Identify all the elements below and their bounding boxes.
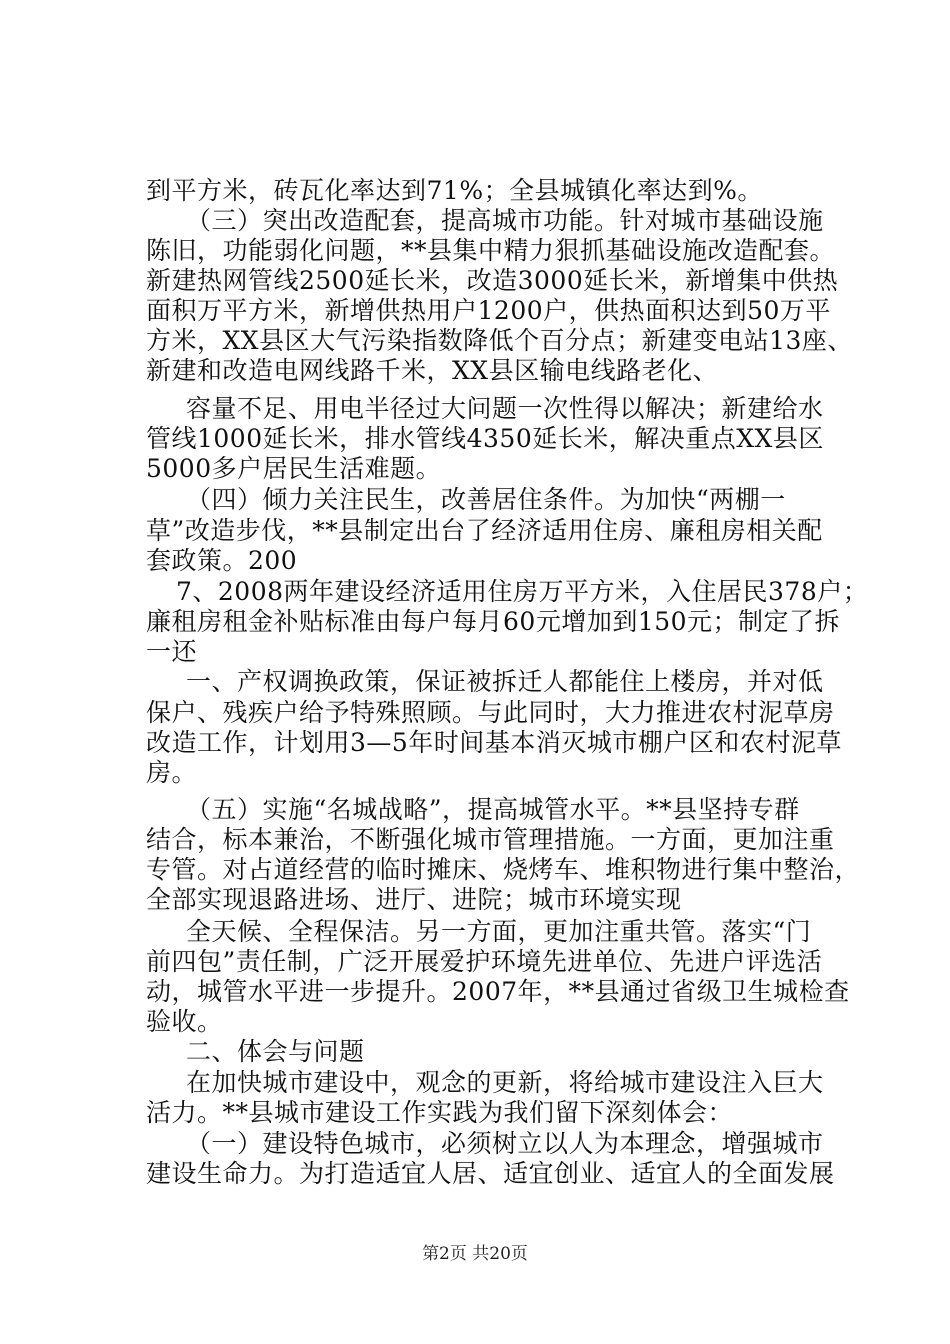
text-line: 方米，XX县区大气污染指数降低个百分点；新建变电站13座、 — [146, 326, 853, 355]
text-line: 全部实现退路进场、进厅、进院；城市环境实现 — [146, 885, 682, 914]
text-line: 在加快城市建设中，观念的更新，将给城市建设注入巨大 — [186, 1068, 824, 1097]
text-line: 新建和改造电网线路千米，XX县区输电线路老化、 — [146, 356, 719, 385]
text-line: 一还 — [146, 637, 198, 666]
text-line: 活力。**县城市建设工作实践为我们留下深刻体会： — [146, 1098, 734, 1127]
text-line: 动，城管水平进一步提升。2007年，**县通过省级卫生城检查 — [146, 977, 850, 1006]
text-line: 改造工作，计划用3—5年时间基本消灭城市棚户区和农村泥草 — [146, 728, 842, 757]
text-line: 草”改造步伐，**县制定出台了经济适用住房、廉租房相关配 — [146, 516, 823, 545]
text-line: 全天候、全程保洁。另一方面，更加注重共管。落实“门 — [186, 917, 812, 946]
text-line: 建设生命力。为打造适宜人居、适宜创业、适宜人的全面发展 — [146, 1159, 835, 1188]
text-line: 一、产权调换政策，保证被拆迁人都能住上楼房，并对低 — [186, 667, 824, 696]
text-line: 专管。对占道经营的临时摊床、烧烤车、堆积物进行集中整治， — [146, 855, 861, 884]
text-line: 保户、残疾户给予特殊照顾。与此同时，大力推进农村泥草房 — [146, 698, 835, 727]
text-line: （五）实施“名城战略”，提高城管水平。**县坚持专群 — [186, 795, 800, 824]
text-line: 验收。 — [146, 1007, 223, 1036]
text-line: 到平方米，砖瓦化率达到71%；全县城镇化率达到%。 — [146, 176, 763, 205]
text-line: 房。 — [146, 758, 198, 787]
text-line: 管线1000延长米，排水管线4350延长米，解决重点XX县区 — [146, 424, 824, 453]
text-line: 结合，标本兼治，不断强化城市管理措施。一方面，更加注重 — [146, 825, 835, 854]
text-line: 容量不足、用电半径过大问题一次性得以解决；新建给水 — [186, 394, 824, 423]
text-line: 廉租房租金补贴标准由每户每月60元增加到150元；制定了拆 — [146, 607, 841, 636]
text-line: 陈旧，功能弱化问题，**县集中精力狠抓基础设施改造配套。 — [146, 236, 836, 265]
text-line: （四）倾力关注民生，改善居住条件。为加快“两棚一 — [186, 485, 786, 514]
text-line: （一）建设特色城市，必须树立以人为本理念，增强城市 — [186, 1129, 824, 1158]
text-line: 面积万平方米，新增供热用户1200户，供热面积达到50万平 — [146, 296, 831, 325]
text-line: 套政策。200 — [146, 546, 298, 575]
text-line: 7、2008两年建设经济适用住房万平方米，入住居民378户； — [176, 577, 869, 606]
text-line: （三）突出改造配套，提高城市功能。针对城市基础设施 — [186, 206, 824, 235]
text-line: 前四包”责任制，广泛开展爱护环境先进单位、先进户评选活 — [146, 947, 823, 976]
section-heading: 二、体会与问题 — [186, 1037, 365, 1066]
text-line: 新建热网管线2500延长米，改造3000延长米，新增集中供热 — [146, 266, 839, 295]
text-line: 5000多户居民生活难题。 — [146, 454, 442, 483]
page-number-footer: 第2页 共20页 — [422, 1244, 528, 1264]
